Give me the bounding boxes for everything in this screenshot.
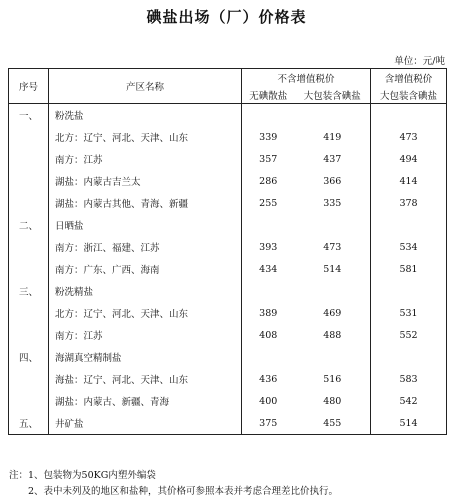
row-index bbox=[9, 390, 49, 412]
row-index bbox=[9, 148, 49, 170]
row-col-a: 393 bbox=[242, 236, 295, 258]
row-col-a: 434 bbox=[242, 258, 295, 280]
header-col-c: 大包装含碘盐 bbox=[371, 86, 447, 104]
row-index bbox=[9, 324, 49, 346]
table-row bbox=[9, 104, 447, 127]
row-col-c: 583 bbox=[371, 368, 447, 390]
row-col-c bbox=[371, 280, 447, 302]
row-name: 北方：辽宁、河北、天津、山东 bbox=[49, 126, 242, 148]
row-name: 湖盐：内蒙古其他、青海、新疆 bbox=[49, 192, 242, 214]
row-index: 二、 bbox=[19, 221, 39, 232]
row-col-c: 514 bbox=[371, 412, 447, 435]
row-col-c: 534 bbox=[371, 236, 447, 258]
row-col-b: 366 bbox=[323, 175, 342, 187]
table-row bbox=[9, 192, 447, 214]
row-name: 粉洗盐 bbox=[49, 104, 242, 127]
row-index bbox=[9, 170, 49, 192]
row-col-c: 542 bbox=[371, 390, 447, 412]
row-col-b: 335 bbox=[323, 197, 342, 209]
footnote-2: 2、表中未列及的地区和盐种，其价格可参照本表并考虑合理差比价执行。 bbox=[9, 486, 339, 497]
header-group-incl-vat: 含增值税价 bbox=[371, 69, 447, 87]
table-row bbox=[9, 302, 447, 324]
table-row bbox=[9, 258, 447, 280]
row-name: 粉洗精盐 bbox=[49, 280, 242, 302]
row-col-c: 531 bbox=[371, 302, 447, 324]
row-col-a bbox=[242, 346, 295, 368]
row-col-b: 516 bbox=[323, 373, 342, 385]
row-col-a: 436 bbox=[242, 368, 295, 390]
row-index bbox=[9, 192, 49, 214]
row-col-c: 378 bbox=[371, 192, 447, 214]
row-name: 湖盐：内蒙古吉兰太 bbox=[49, 170, 242, 192]
row-col-c: 414 bbox=[371, 170, 447, 192]
row-col-c: 552 bbox=[371, 324, 447, 346]
row-name: 日晒盐 bbox=[49, 214, 242, 236]
row-col-c: 473 bbox=[371, 126, 447, 148]
table-row bbox=[9, 346, 447, 368]
row-name: 湖盐：内蒙古、新疆、青海 bbox=[49, 390, 242, 412]
header-group-excl-vat: 不含增值税价 bbox=[242, 69, 371, 87]
row-col-b: 455 bbox=[323, 417, 342, 429]
row-col-b: 480 bbox=[323, 395, 342, 407]
row-col-a bbox=[242, 104, 295, 127]
row-col-c bbox=[371, 346, 447, 368]
row-col-b: 473 bbox=[323, 241, 342, 253]
footnotes bbox=[9, 468, 338, 500]
row-col-a: 339 bbox=[242, 126, 295, 148]
row-name: 南方：广东、广西、海南 bbox=[49, 258, 242, 280]
row-col-b bbox=[295, 214, 371, 236]
row-col-a bbox=[242, 280, 295, 302]
table-row bbox=[9, 148, 447, 170]
row-index bbox=[9, 302, 49, 324]
row-col-a: 400 bbox=[242, 390, 295, 412]
table-row bbox=[9, 412, 447, 435]
row-name: 海湖真空精制盐 bbox=[49, 346, 242, 368]
row-col-c bbox=[371, 104, 447, 127]
table-row bbox=[9, 390, 447, 412]
row-col-b: 419 bbox=[323, 131, 342, 143]
table-row bbox=[9, 126, 447, 148]
row-index bbox=[9, 368, 49, 390]
row-col-b: 469 bbox=[323, 307, 342, 319]
row-name: 南方：江苏 bbox=[49, 324, 242, 346]
row-index: 四、 bbox=[19, 353, 39, 364]
row-name: 海盐：辽宁、河北、天津、山东 bbox=[49, 368, 242, 390]
table-row bbox=[9, 214, 447, 236]
header-col-a: 无碘散盐 bbox=[242, 86, 295, 104]
row-col-b bbox=[295, 346, 371, 368]
table-row bbox=[9, 368, 447, 390]
page-title: 碘盐出场（厂）价格表 bbox=[146, 8, 307, 26]
table-row bbox=[9, 280, 447, 302]
row-col-c: 581 bbox=[371, 258, 447, 280]
row-col-a bbox=[242, 214, 295, 236]
row-index: 一、 bbox=[19, 111, 39, 122]
row-col-b bbox=[295, 104, 371, 127]
row-name: 南方：浙江、福建、江苏 bbox=[49, 236, 242, 258]
row-index bbox=[9, 236, 49, 258]
header-name: 产区名称 bbox=[49, 69, 242, 104]
unit-label: 单位：元/吨 bbox=[394, 56, 445, 67]
row-col-a: 408 bbox=[242, 324, 295, 346]
row-col-c bbox=[371, 214, 447, 236]
row-index: 三、 bbox=[19, 287, 39, 298]
row-col-c: 494 bbox=[371, 148, 447, 170]
row-index: 五、 bbox=[19, 419, 39, 430]
table-row bbox=[9, 324, 447, 346]
header-index: 序号 bbox=[9, 69, 49, 104]
row-col-a: 357 bbox=[242, 148, 295, 170]
row-name: 北方：辽宁、河北、天津、山东 bbox=[49, 302, 242, 324]
row-col-b bbox=[295, 280, 371, 302]
row-name: 井矿盐 bbox=[49, 412, 242, 435]
header-col-b: 大包装含碘盐 bbox=[295, 86, 371, 104]
row-col-b: 514 bbox=[323, 263, 342, 275]
row-col-b: 437 bbox=[323, 153, 342, 165]
footnote-1: 注：1、包装物为50KG内塑外编袋 bbox=[9, 470, 156, 481]
table-body bbox=[9, 104, 447, 435]
row-col-b: 488 bbox=[323, 329, 342, 341]
row-name: 南方：江苏 bbox=[49, 148, 242, 170]
table-row bbox=[9, 236, 447, 258]
row-col-a: 389 bbox=[242, 302, 295, 324]
row-col-a: 286 bbox=[242, 170, 295, 192]
table-row bbox=[9, 170, 447, 192]
row-col-a: 375 bbox=[242, 412, 295, 435]
row-col-a: 255 bbox=[242, 192, 295, 214]
row-index bbox=[9, 126, 49, 148]
row-index bbox=[9, 258, 49, 280]
price-table bbox=[8, 68, 447, 435]
